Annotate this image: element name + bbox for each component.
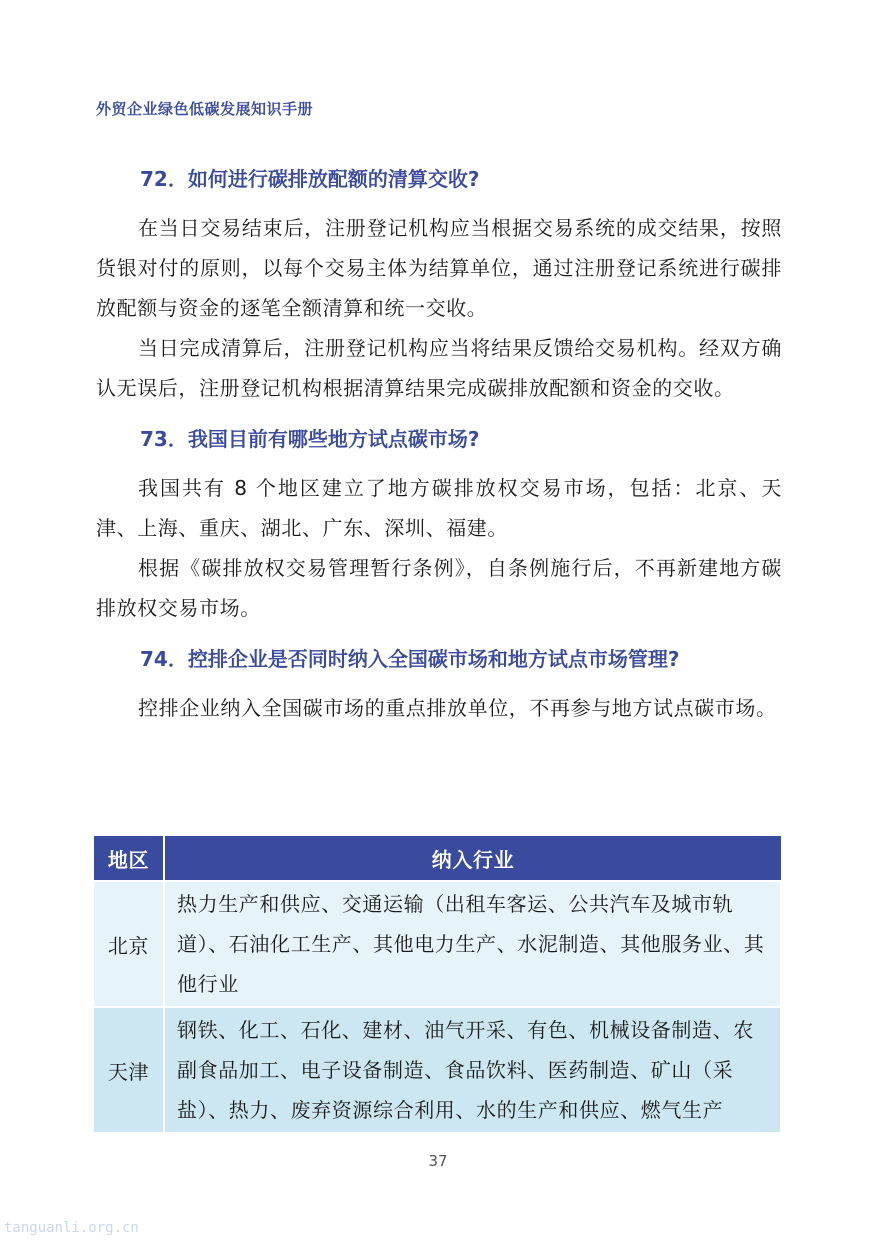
region-cell: 北京 (94, 881, 164, 1007)
question-74-section (96, 640, 782, 728)
table-header-region: 地区 (94, 836, 164, 881)
table-row (94, 881, 781, 1007)
main-content (96, 160, 782, 740)
question-72-paragraph-2: 当日完成清算后，注册登记机构应当将结果反馈给交易机构。经双方确认无误后，注册登记机构根据清算结果完成碳排放配额和资金的交收。 (96, 336, 782, 400)
industry-table (94, 836, 782, 1132)
industries-cell: 钢铁、化工、石化、建材、油气开采、有色、机械设备制造、农副食品加工、电子设备制造、食品饮料、医药制造、矿山（采盐）、热力、废弃资源综合利用、水的生产和供应、燃气生产 (164, 1007, 781, 1132)
question-73-paragraph-1: 我国共有 8 个地区建立了地方碳排放权交易市场，包括：北京、天津、上海、重庆、湖北、广东、深圳、福建。 (96, 476, 782, 540)
question-73-title: 73．我国目前有哪些地方试点碳市场? (140, 427, 480, 451)
question-72-paragraph-1: 在当日交易结束后，注册登记机构应当根据交易系统的成交结果，按照货银对付的原则，以每个交易主体为结算单位，通过注册登记系统进行碳排放配额与资金的逐笔全额清算和统一交收。 (96, 216, 782, 320)
table-row (94, 1007, 781, 1132)
industries-cell: 热力生产和供应、交通运输（出租车客运、公共汽车及城市轨道）、石油化工生产、其他电力生产、水泥制造、其他服务业、其他行业 (164, 881, 781, 1007)
question-73-section (96, 420, 782, 628)
watermark-text: tanguanli.org.cn (4, 1220, 139, 1236)
question-73-paragraph-2: 根据《碳排放权交易管理暂行条例》，自条例施行后，不再新建地方碳排放权交易市场。 (96, 556, 782, 620)
question-74-title: 74．控排企业是否同时纳入全国碳市场和地方试点市场管理? (140, 647, 680, 671)
question-72-title: 72．如何进行碳排放配额的清算交收? (140, 167, 480, 191)
table-header-row (94, 836, 781, 881)
table-header-industries: 纳入行业 (164, 836, 781, 881)
question-72-section (96, 160, 782, 408)
page-number: 37 (428, 1152, 448, 1170)
question-74-paragraph-1: 控排企业纳入全国碳市场的重点排放单位，不再参与地方试点碳市场。 (138, 696, 777, 720)
region-cell: 天津 (94, 1007, 164, 1132)
running-header: 外贸企业绿色低碳发展知识手册 (96, 100, 314, 118)
